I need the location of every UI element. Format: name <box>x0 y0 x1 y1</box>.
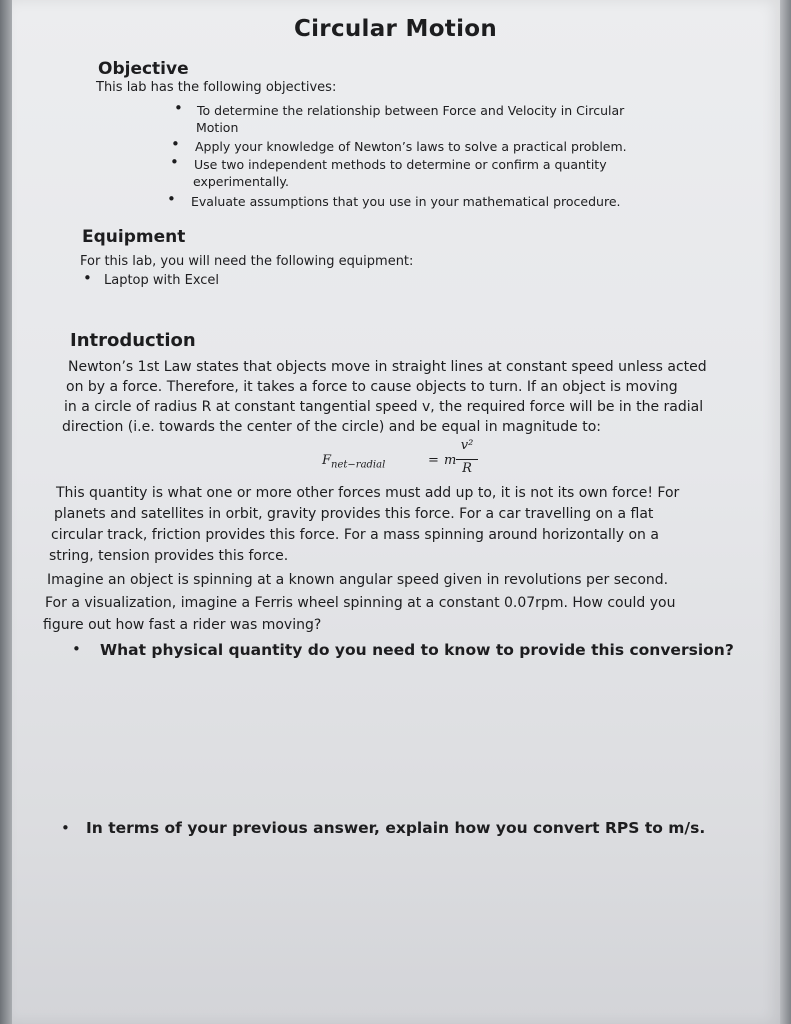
intro-line: planets and satellites in orbit, gravity provides this force. For a car travelling on a flat <box>54 506 654 522</box>
formula-mass: m <box>444 453 457 468</box>
objective-bullet: • <box>171 135 180 153</box>
objective-bullet: • <box>167 190 176 208</box>
intro-line: direction (i.e. towards the center of the circle) and be equal in magnitude to: <box>62 419 601 435</box>
equipment-intro: For this lab, you will need the following equipment: <box>80 254 414 269</box>
objective-intro: This lab has the following objectives: <box>96 80 337 95</box>
objective-item: Evaluate assumptions that you use in your mathematical procedure. <box>191 194 621 209</box>
intro-line: in a circle of radius R at constant tangential speed v, the required force will be in the radial <box>64 399 704 415</box>
intro-line: For a visualization, imagine a Ferris wheel spinning at a constant 0.07rpm. How could you <box>45 595 676 611</box>
objective-heading: Objective <box>98 59 189 79</box>
objective-item: Use two independent methods to determine or confirm a quantity <box>194 157 607 172</box>
formula-denominator: R <box>462 461 472 476</box>
question-bullet: • <box>61 819 70 837</box>
page-edge-left <box>0 0 12 1024</box>
intro-line: on by a force. Therefore, it takes a force to cause objects to turn. If an object is moving <box>66 379 678 395</box>
intro-line: figure out how fast a rider was moving? <box>43 617 322 633</box>
objective-item: To determine the relationship between Force and Velocity in Circular <box>197 103 625 118</box>
page-title: Circular Motion <box>293 16 498 42</box>
objective-item-cont: experimentally. <box>193 174 289 189</box>
introduction-heading: Introduction <box>70 330 196 351</box>
question-bullet: • <box>72 640 81 658</box>
page-edge-right <box>780 0 791 1024</box>
objective-item: Apply your knowledge of Newton’s laws to solve a practical problem. <box>195 139 627 154</box>
net-radial-force-formula <box>322 438 522 484</box>
objective-bullet: • <box>174 99 183 117</box>
intro-line: string, tension provides this force. <box>49 548 289 564</box>
equipment-bullet: • <box>83 269 92 287</box>
equipment-heading: Equipment <box>82 227 186 247</box>
intro-line: This quantity is what one or more other forces must add up to, it is not its own force! For <box>56 485 680 501</box>
formula-subscript: net−radial <box>331 459 386 471</box>
formula-fraction <box>456 438 478 476</box>
formula-numerator: v² <box>460 438 474 453</box>
question-1: What physical quantity do you need to know to provide this conversion? <box>100 641 734 659</box>
question-2: In terms of your previous answer, explain how you convert RPS to m/s. <box>86 819 706 837</box>
equipment-item: Laptop with Excel <box>104 273 220 288</box>
formula-equals: = <box>428 453 439 468</box>
intro-line: Newton’s 1st Law states that objects move in straight lines at constant speed unless acted <box>68 359 707 375</box>
formula-lhs: $F_{net-radial}$ <box>322 453 386 471</box>
intro-line: Imagine an object is spinning at a known angular speed given in revolutions per second. <box>47 572 669 588</box>
objective-item-cont: Motion <box>196 120 239 135</box>
objective-bullet: • <box>170 153 179 171</box>
fraction-bar <box>456 459 478 460</box>
intro-line: circular track, friction provides this force. For a mass spinning around horizontally on a <box>51 527 659 543</box>
